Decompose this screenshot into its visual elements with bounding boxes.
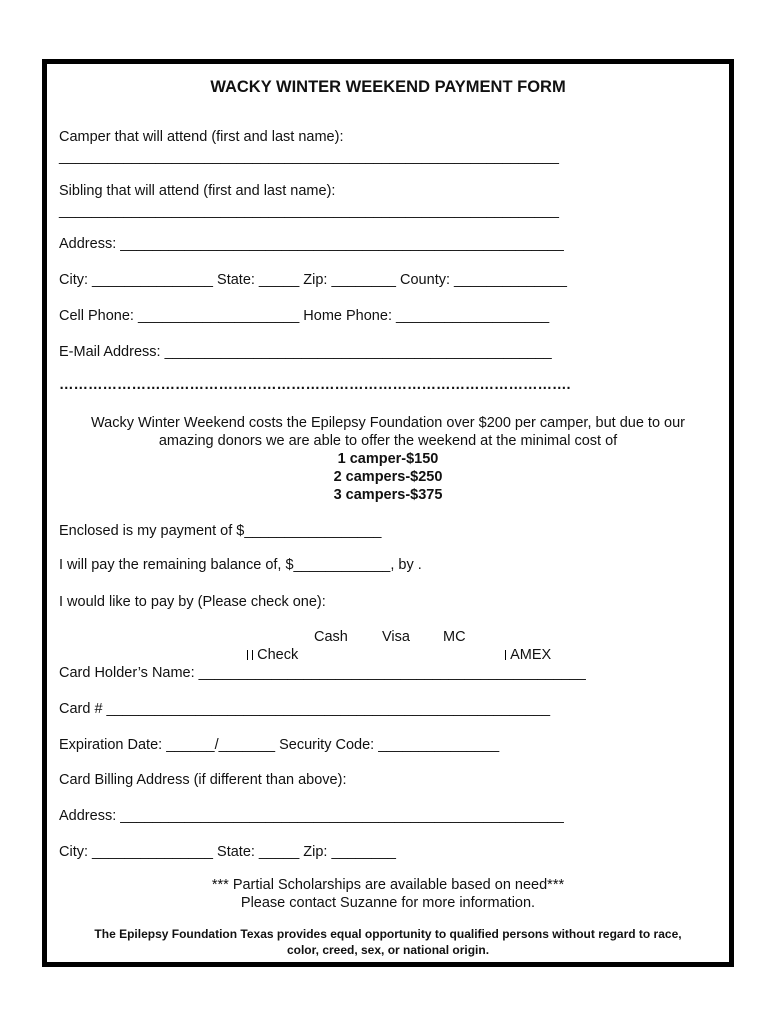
phone-fields[interactable]: Cell Phone: ____________________ Home Phone: ___________________ (59, 308, 550, 324)
email-field[interactable]: E-Mail Address: ________________________________________________ (59, 344, 552, 360)
remaining-balance-field[interactable]: I will pay the remaining balance of, $____________, by . (59, 557, 422, 573)
card-holder-field[interactable]: Card Holder’s Name: ________________________________________________ (59, 665, 586, 681)
pay-option-mc-label: MC (443, 629, 466, 645)
cost-text-line1: Wacky Winter Weekend costs the Epilepsy Foundation over $200 per camper, but due to our (90, 415, 685, 431)
address-field[interactable]: Address: _______________________________________________________ (59, 236, 564, 252)
sibling-name-field[interactable]: ______________________________________________________________ (59, 203, 559, 219)
pay-option-check-label: Check (257, 647, 299, 663)
enclosed-payment-field[interactable]: Enclosed is my payment of $_________________ (59, 523, 382, 539)
price-one-camper: 1 camper-$150 (337, 451, 439, 467)
form-border (42, 59, 734, 967)
camper-name-field[interactable]: ______________________________________________________________ (59, 149, 559, 165)
pay-option-mc[interactable] (443, 628, 466, 646)
price-three-campers: 3 campers-$375 (333, 487, 443, 503)
equal-opportunity-line1: The Epilepsy Foundation Texas provides equal opportunity to qualified persons without regard to race, (94, 927, 682, 941)
checkbox-icon (252, 650, 254, 660)
equal-opportunity-line2: color, creed, sex, or national origin. (286, 943, 490, 957)
pay-option-visa[interactable] (382, 628, 410, 646)
price-two-campers: 2 campers-$250 (333, 469, 443, 485)
dotted-divider: ……………………………………………………………………………………………. (59, 377, 571, 393)
form-title: WACKY WINTER WEEKEND PAYMENT FORM (210, 78, 566, 96)
scholarship-note: *** Partial Scholarships are available based on need*** (211, 877, 565, 893)
checkbox-icon[interactable] (247, 650, 249, 660)
camper-label: Camper that will attend (first and last name): (59, 129, 344, 145)
billing-address-field[interactable]: Address: _______________________________________________________ (59, 808, 564, 824)
pay-option-visa-label: Visa (382, 629, 410, 645)
card-number-field[interactable]: Card # _______________________________________________________ (59, 701, 551, 717)
cost-text-line2: amazing donors we are able to offer the weekend at the minimal cost of (158, 433, 618, 449)
sibling-label: Sibling that will attend (first and last name): (59, 183, 336, 199)
checkbox-icon[interactable] (505, 650, 507, 660)
contact-note: Please contact Suzanne for more information. (240, 895, 536, 911)
pay-option-cash-label: Cash (314, 629, 348, 645)
billing-address-label: Card Billing Address (if different than above): (59, 772, 347, 788)
pay-by-label: I would like to pay by (Please check one): (59, 594, 326, 610)
billing-city-state-zip-field[interactable]: City: _______________ State: _____ Zip: ________ (59, 844, 396, 860)
expiration-security-field[interactable]: Expiration Date: ______/_______ Security Code: _______________ (59, 737, 500, 753)
pay-option-amex-label: AMEX (510, 647, 552, 663)
city-state-zip-county-field[interactable]: City: _______________ State: _____ Zip: ________ County: ______________ (59, 272, 567, 288)
pay-option-cash[interactable] (314, 628, 348, 646)
